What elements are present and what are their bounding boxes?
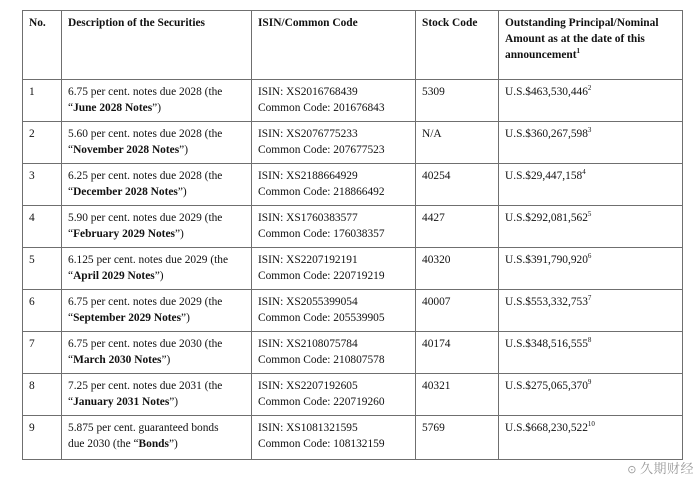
cell-isin <box>252 290 416 332</box>
footnote-ref: 3 <box>587 126 592 135</box>
description-defined-term: December 2028 Notes <box>73 186 178 198</box>
cell-description <box>62 122 252 164</box>
footnote-ref: 7 <box>587 294 592 303</box>
description-defined-term: June 2028 Notes <box>73 102 153 114</box>
cell-stock-code: 40320 <box>416 248 499 290</box>
outstanding-amount: U.S.$29,447,158 <box>505 170 583 182</box>
cell-description <box>62 80 252 122</box>
cell-isin <box>252 248 416 290</box>
cell-stock-code: 40254 <box>416 164 499 206</box>
watermark-text: 久期财经 <box>639 462 694 477</box>
footnote-ref: 4 <box>582 168 586 177</box>
header-description: Description of the Securities <box>62 11 252 80</box>
footnote-ref: 5 <box>587 210 592 219</box>
cell-no: 6 <box>23 290 62 332</box>
cell-no: 3 <box>23 164 62 206</box>
cell-stock-code: 40321 <box>416 374 499 416</box>
description-line: 6.75 per cent. notes due 2028 (the <box>68 86 223 98</box>
outstanding-amount: U.S.$668,230,522 <box>505 422 588 434</box>
description-prefix: “ <box>68 228 74 240</box>
common-code: Common Code: 201676843 <box>258 102 385 114</box>
description-line: 5.875 per cent. guaranteed bonds <box>68 422 219 434</box>
header-no: No. <box>23 11 62 80</box>
isin-code: ISIN: XS1081321595 <box>258 422 358 434</box>
description-line <box>68 268 247 284</box>
common-code: Common Code: 108132159 <box>258 438 385 450</box>
outstanding-amount: U.S.$391,790,920 <box>505 254 588 266</box>
cell-outstanding <box>499 248 683 290</box>
footnote-ref: 10 <box>587 420 595 429</box>
cell-outstanding <box>499 416 683 460</box>
header-outstanding-line <box>505 47 678 63</box>
description-defined-term: March 2030 Notes <box>73 354 162 366</box>
description-suffix: ”) <box>168 438 178 450</box>
securities-table <box>22 10 683 460</box>
description-line <box>68 142 247 158</box>
table-row <box>23 206 683 248</box>
cell-isin <box>252 164 416 206</box>
table-row <box>23 290 683 332</box>
cell-stock-code: N/A <box>416 122 499 164</box>
isin-code: ISIN: XS2207192191 <box>258 254 358 266</box>
description-suffix: ”) <box>181 312 190 324</box>
cell-description <box>62 332 252 374</box>
header-outstanding-line: Amount as at the date of this <box>505 33 645 45</box>
footnote-ref: 8 <box>587 336 592 345</box>
cell-outstanding <box>499 374 683 416</box>
cell-no: 7 <box>23 332 62 374</box>
cell-stock-code: 4427 <box>416 206 499 248</box>
description-prefix: “ <box>68 270 74 282</box>
description-line <box>68 100 247 116</box>
description-suffix: ”) <box>179 144 189 156</box>
description-line: 6.125 per cent. notes due 2029 (the <box>68 254 229 266</box>
cell-no: 9 <box>23 416 62 460</box>
outstanding-amount: U.S.$463,530,446 <box>505 86 588 98</box>
footnote-ref: 9 <box>587 378 592 387</box>
isin-code: ISIN: XS2055399054 <box>258 296 358 308</box>
cell-description <box>62 374 252 416</box>
cell-stock-code: 5769 <box>416 416 499 460</box>
common-code: Common Code: 210807578 <box>258 354 385 366</box>
description-suffix: ”) <box>169 396 179 408</box>
outstanding-amount: U.S.$348,516,555 <box>505 338 588 350</box>
isin-code: ISIN: XS2188664929 <box>258 170 358 182</box>
description-suffix: ”) <box>154 270 164 282</box>
description-line: 6.75 per cent. notes due 2029 (the <box>68 296 223 308</box>
footnote-ref: 2 <box>587 84 592 93</box>
cell-outstanding <box>499 290 683 332</box>
cell-stock-code: 5309 <box>416 80 499 122</box>
watermark <box>627 458 694 477</box>
description-line: 6.25 per cent. notes due 2028 (the <box>68 170 223 182</box>
table-row <box>23 164 683 206</box>
outstanding-amount: U.S.$553,332,753 <box>505 296 588 308</box>
cell-no: 5 <box>23 248 62 290</box>
outstanding-amount: U.S.$360,267,598 <box>505 128 588 140</box>
weibo-icon: ⊙ <box>627 463 637 476</box>
description-line <box>68 394 247 410</box>
header-row <box>23 11 683 80</box>
cell-isin <box>252 332 416 374</box>
common-code: Common Code: 207677523 <box>258 144 385 156</box>
table-row <box>23 374 683 416</box>
description-line <box>68 436 247 452</box>
header-stock-code: Stock Code <box>416 11 499 80</box>
cell-outstanding <box>499 164 683 206</box>
cell-stock-code: 40007 <box>416 290 499 332</box>
table-row <box>23 80 683 122</box>
description-line: 7.25 per cent. notes due 2031 (the <box>68 380 223 392</box>
cell-outstanding <box>499 80 683 122</box>
description-prefix: “ <box>68 354 74 366</box>
cell-description <box>62 206 252 248</box>
isin-code: ISIN: XS2108075784 <box>258 338 358 350</box>
cell-isin <box>252 416 416 460</box>
cell-no: 4 <box>23 206 62 248</box>
description-line: 5.90 per cent. notes due 2029 (the <box>68 212 223 224</box>
cell-isin <box>252 122 416 164</box>
common-code: Common Code: 220719260 <box>258 396 385 408</box>
description-suffix: ”) <box>152 102 162 114</box>
isin-code: ISIN: XS2076775233 <box>258 128 358 140</box>
description-suffix: ”) <box>161 354 171 366</box>
common-code: Common Code: 176038357 <box>258 228 385 240</box>
cell-outstanding <box>499 332 683 374</box>
cell-description <box>62 416 252 460</box>
description-line <box>68 310 247 326</box>
description-prefix: “ <box>68 396 74 408</box>
header-outstanding <box>499 11 683 80</box>
description-line: 6.75 per cent. notes due 2030 (the <box>68 338 223 350</box>
description-prefix: “ <box>68 186 74 198</box>
description-prefix: “ <box>68 144 74 156</box>
description-line <box>68 352 247 368</box>
cell-no: 8 <box>23 374 62 416</box>
table-row <box>23 122 683 164</box>
outstanding-amount: U.S.$292,081,562 <box>505 212 588 224</box>
description-defined-term: April 2029 Notes <box>73 270 155 282</box>
cell-isin <box>252 206 416 248</box>
description-line <box>68 226 247 242</box>
description-suffix: ”) <box>177 186 187 198</box>
cell-outstanding <box>499 122 683 164</box>
cell-isin <box>252 80 416 122</box>
description-defined-term: Bonds <box>138 438 169 450</box>
cell-no: 1 <box>23 80 62 122</box>
description-defined-term: January 2031 Notes <box>73 396 170 408</box>
outstanding-amount: U.S.$275,065,370 <box>505 380 588 392</box>
description-prefix: “ <box>68 102 74 114</box>
table-row <box>23 332 683 374</box>
common-code: Common Code: 205539905 <box>258 312 385 324</box>
description-defined-term: February 2029 Notes <box>73 228 175 240</box>
isin-code: ISIN: XS1760383577 <box>258 212 358 224</box>
cell-description <box>62 164 252 206</box>
common-code: Common Code: 218866492 <box>258 186 385 198</box>
description-line: 5.60 per cent. notes due 2028 (the <box>68 128 223 140</box>
description-line <box>68 184 247 200</box>
description-suffix: ”) <box>174 228 184 240</box>
isin-code: ISIN: XS2207192605 <box>258 380 358 392</box>
table-row <box>23 416 683 460</box>
footnote-ref: 6 <box>587 252 592 261</box>
cell-isin <box>252 374 416 416</box>
cell-stock-code: 40174 <box>416 332 499 374</box>
cell-description <box>62 248 252 290</box>
header-outstanding-line: Outstanding Principal/Nominal <box>505 17 659 29</box>
description-prefix: due 2030 (the “ <box>68 438 139 450</box>
cell-outstanding <box>499 206 683 248</box>
table-row <box>23 248 683 290</box>
isin-code: ISIN: XS2016768439 <box>258 86 358 98</box>
description-defined-term: November 2028 Notes <box>73 144 180 156</box>
description-defined-term: September 2029 Notes <box>73 312 182 324</box>
cell-no: 2 <box>23 122 62 164</box>
header-isin: ISIN/Common Code <box>252 11 416 80</box>
description-prefix: “ <box>68 312 74 324</box>
header-outstanding-text: announcement <box>505 49 577 61</box>
common-code: Common Code: 220719219 <box>258 270 385 282</box>
cell-description <box>62 290 252 332</box>
footnote-ref: 1 <box>576 47 581 56</box>
